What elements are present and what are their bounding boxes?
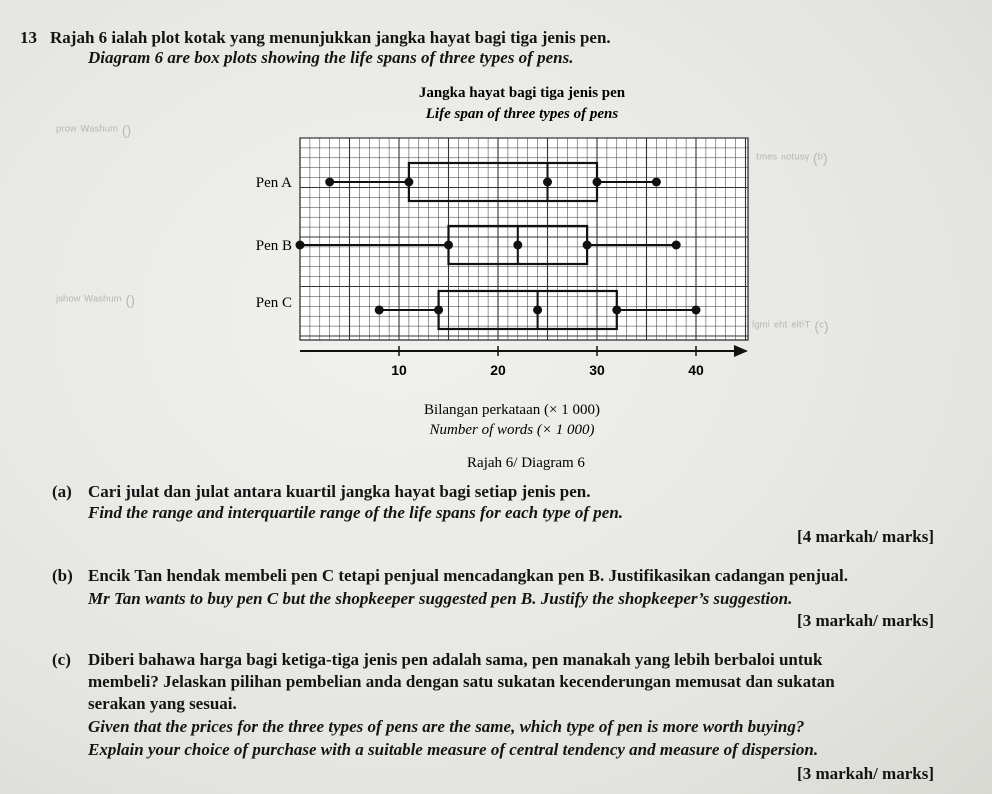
- five-number-point: [692, 306, 701, 315]
- x-axis-label-english: Number of words (× 1 000): [429, 422, 595, 438]
- bleed-through-mark: ʲˢʰᵒʷ ᵂᵃˢʰᵘᵐ (): [56, 292, 135, 308]
- chart-subtitle: Life span of three types of pens: [425, 106, 619, 122]
- part-c-english-line1: Given that the prices for the three types of pens are the same, which type of pen is more worth buying?: [88, 717, 805, 736]
- category-label: Pen B: [255, 238, 292, 254]
- chart-title: Jangka hayat bagi tiga jenis pen: [418, 85, 626, 101]
- diagram-caption: Rajah 6/ Diagram 6: [467, 455, 585, 470]
- question-number: 13: [20, 28, 37, 47]
- five-number-point: [672, 241, 681, 250]
- five-number-point: [543, 178, 552, 187]
- category-label: Pen C: [255, 295, 292, 311]
- part-c-marks: [3 markah/ marks]: [797, 764, 934, 783]
- x-tick-label: 30: [589, 362, 605, 378]
- part-b-malay: Encik Tan hendak membeli pen C tetapi penjual mencadangkan pen B. Justifikasikan cadangan penjual.: [88, 566, 849, 585]
- part-b-marks: [3 markah/ marks]: [797, 611, 934, 630]
- x-tick-label: 20: [490, 362, 506, 378]
- chart-x-axis: [300, 345, 748, 378]
- chart-category-labels: [256, 175, 292, 311]
- question-intro-english: Diagram 6 are box plots showing the life spans of three types of pens.: [88, 48, 574, 67]
- five-number-point: [325, 178, 334, 187]
- category-label: Pen A: [255, 175, 292, 191]
- five-number-point: [375, 306, 384, 315]
- five-number-point: [612, 306, 621, 315]
- x-axis-arrow: [734, 345, 748, 357]
- five-number-point: [404, 178, 413, 187]
- five-number-point: [652, 178, 661, 187]
- bleed-through-mark: ᵖʳᵒʷ ᵂᵃˢʰᵘᵐ (): [56, 122, 132, 138]
- part-a-malay: Cari julat dan julat antara kuartil jangka hayat bagi setiap jenis pen.: [88, 482, 591, 501]
- part-c-label: (c): [52, 650, 71, 669]
- part-a-english: Find the range and interquartile range of the life spans for each type of pen.: [88, 503, 624, 522]
- five-number-point: [513, 241, 522, 250]
- five-number-point: [434, 306, 443, 315]
- bleed-through-mark: ᵗᵐᵉˢ ⁿᵒᵗᵘˢᵞ (ᵇ): [756, 150, 828, 166]
- five-number-point: [593, 178, 602, 187]
- five-number-point: [444, 241, 453, 250]
- part-a-marks: [4 markah/ marks]: [797, 527, 934, 546]
- part-b-label: (b): [52, 566, 73, 585]
- part-c-malay-line2: membeli? Jelaskan pilihan pembelian anda dengan satu sukatan kecenderungan memusat dan sukatan: [88, 672, 835, 691]
- bleed-through-mark: ˡᵍᵐⁱ ᵉʰᵗ ᵉˡᵗⁱᵀ (ᶜ): [752, 318, 829, 334]
- x-tick-label: 10: [391, 362, 407, 378]
- part-c-malay-line3: serakan yang sesuai.: [88, 694, 237, 713]
- part-c-malay-line1: Diberi bahawa harga bagi ketiga-tiga jenis pen adalah sama, pen manakah yang lebih berbaloi untuk: [88, 650, 823, 669]
- part-a-label: (a): [52, 482, 72, 501]
- five-number-point: [296, 241, 305, 250]
- part-b-english: Mr Tan wants to buy pen C but the shopkeeper suggested pen B. Justify the shopkeeper’s suggestion.: [88, 589, 793, 608]
- five-number-point: [583, 241, 592, 250]
- part-c-english-line2: Explain your choice of purchase with a suitable measure of central tendency and measure of dispersion.: [88, 740, 819, 759]
- question-intro-malay: Rajah 6 ialah plot kotak yang menunjukkan jangka hayat bagi tiga jenis pen.: [50, 28, 611, 47]
- x-tick-label: 40: [688, 362, 704, 378]
- five-number-point: [533, 306, 542, 315]
- x-axis-label-malay: Bilangan perkataan (× 1 000): [424, 402, 600, 418]
